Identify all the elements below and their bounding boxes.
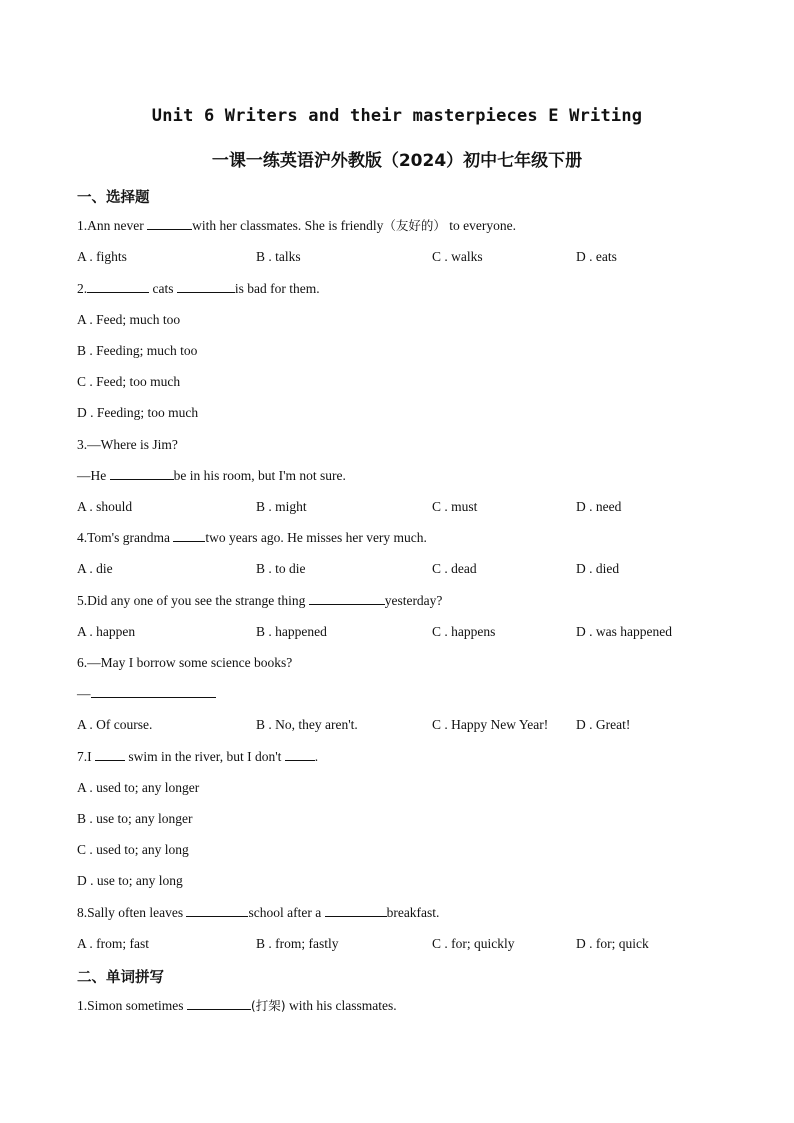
option-b: B . happened	[256, 624, 327, 639]
question-1-options	[77, 248, 717, 266]
option-c: C . walks	[432, 249, 483, 264]
question-3: 3.—Where is Jim?	[77, 437, 178, 452]
option-a: A . should	[77, 499, 133, 514]
option-d: D . was happened	[576, 624, 672, 639]
question-2-option-d: D . Feeding; too much	[77, 405, 199, 420]
document-subtitle: 一课一练英语沪外教版（2024）初中七年级下册	[211, 151, 583, 171]
question-3-response: —He be in his room, but I'm not sure.	[77, 468, 346, 483]
question-3-options	[77, 498, 717, 516]
option-c: C . happens	[432, 624, 496, 639]
answer-blank	[110, 467, 174, 480]
question-6-response: —	[77, 685, 216, 703]
question-7-option-d: D . use to; any long	[77, 873, 183, 888]
question-6-options	[77, 716, 717, 734]
question-2-option-b: B . Feeding; much too	[77, 343, 198, 358]
document-title: Unit 6 Writers and their masterpieces E Writing	[151, 106, 643, 126]
question-2: 2. cats is bad for them.	[77, 281, 320, 296]
option-b: B . to die	[256, 561, 306, 576]
question-4-options	[77, 560, 717, 578]
question-7: 7.I swim in the river, but I don't .	[77, 749, 319, 764]
spelling-question-1: 1.Simon sometimes (打架) with his classmates.	[77, 998, 397, 1013]
section-heading-spelling: 二、单词拼写	[77, 970, 164, 986]
option-c: C . dead	[432, 561, 477, 576]
section-heading-multiple-choice: 一、选择题	[77, 190, 150, 206]
question-2-option-a: A . Feed; much too	[77, 312, 181, 327]
question-7-option-a: A . used to; any longer	[77, 780, 200, 795]
answer-blank	[91, 685, 216, 698]
answer-blank	[147, 217, 192, 230]
option-a: A . die	[77, 561, 113, 576]
question-5-options	[77, 623, 717, 641]
answer-blank	[285, 748, 315, 761]
answer-blank	[95, 748, 125, 761]
question-5: 5.Did any one of you see the strange thing yesterday?	[77, 593, 443, 608]
option-d: D . for; quick	[576, 936, 649, 951]
option-c: C . for; quickly	[432, 936, 515, 951]
question-1: 1.Ann never with her classmates. She is friendly（友好的） to everyone.	[77, 218, 516, 233]
option-c: C . Happy New Year!	[432, 717, 549, 732]
answer-blank	[325, 904, 387, 917]
question-4: 4.Tom's grandma two years ago. He misses her very much.	[77, 530, 427, 545]
question-8: 8.Sally often leaves school after a breakfast.	[77, 905, 440, 920]
option-d: D . died	[576, 561, 620, 576]
option-a: A . happen	[77, 624, 136, 639]
option-a: A . from; fast	[77, 936, 149, 951]
question-8-options	[77, 935, 717, 953]
option-a: A . fights	[77, 249, 127, 264]
question-7-option-b: B . use to; any longer	[77, 811, 193, 826]
answer-blank	[173, 529, 205, 542]
option-d: D . eats	[576, 249, 617, 264]
answer-blank	[87, 280, 149, 293]
question-7-option-c: C . used to; any long	[77, 842, 189, 857]
option-d: D . need	[576, 499, 622, 514]
question-6: 6.—May I borrow some science books?	[77, 655, 293, 670]
answer-blank	[187, 997, 251, 1010]
option-d: D . Great!	[576, 717, 631, 732]
option-b: B . might	[256, 499, 307, 514]
option-c: C . must	[432, 499, 478, 514]
answer-blank	[309, 592, 385, 605]
answer-blank	[177, 280, 235, 293]
option-b: B . talks	[256, 249, 301, 264]
answer-blank	[186, 904, 248, 917]
option-b: B . from; fastly	[256, 936, 339, 951]
option-b: B . No, they aren't.	[256, 717, 358, 732]
question-2-option-c: C . Feed; too much	[77, 374, 181, 389]
option-a: A . Of course.	[77, 717, 153, 732]
